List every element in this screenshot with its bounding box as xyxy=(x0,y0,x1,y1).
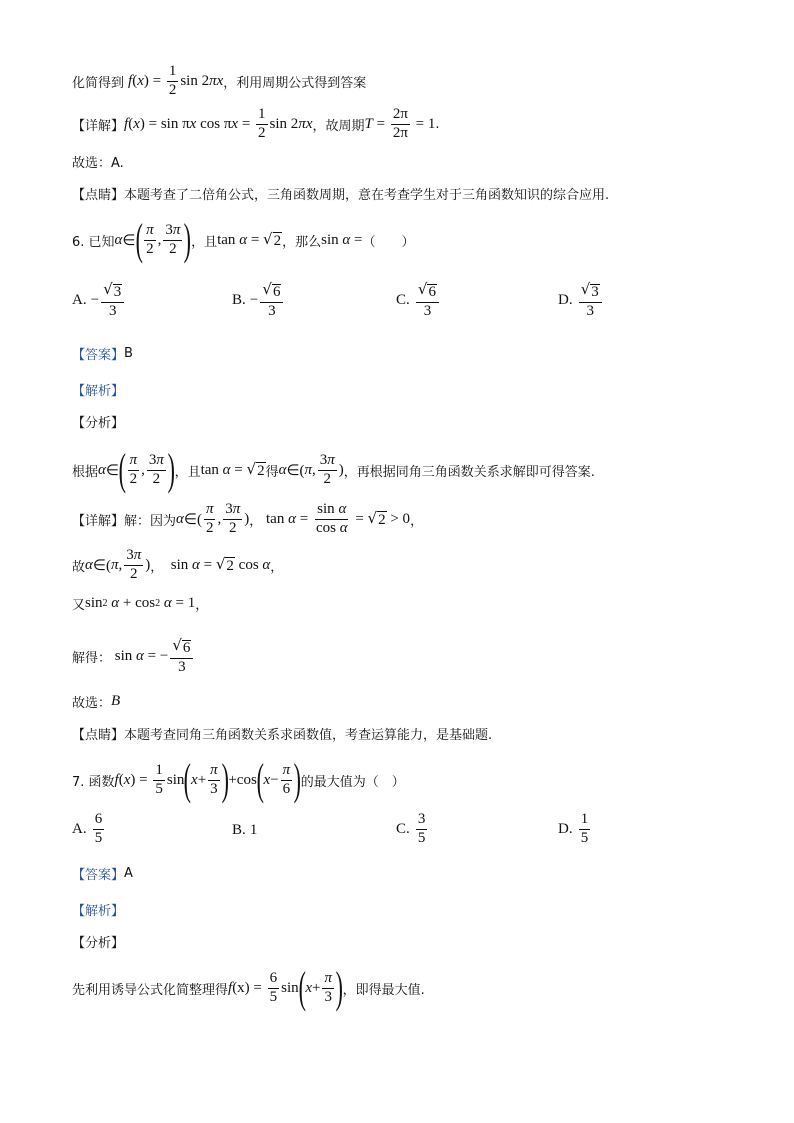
q7-option-d[interactable]: D. $\frac{1}{5}$ xyxy=(558,811,589,846)
line-4: 【点睛】 本题考查了二倍角公式，三角函数周期，意在考查学生对于三角函数知识的综合应用. xyxy=(72,188,610,203)
q6-option-b[interactable]: B. − √ 6 3 xyxy=(232,282,285,320)
q7-option-c[interactable]: C. $\frac{3}{5}$ xyxy=(396,811,426,846)
q6-option-c[interactable]: C. √ 6 3 xyxy=(396,282,441,320)
q6-jie: 解得： sin α = − √ 6 3 xyxy=(72,638,195,676)
q6-answer: 【答案】 B xyxy=(72,346,133,363)
q7-option-b[interactable]: B. 1 xyxy=(232,822,258,838)
q6-detail: 【详解】 解：因为 α ∈( $\frac{\pi}{2}$ , $\frac{3\pi}{2}$ ) ， tan α = $\frac{\text{sin α}}{\text{cos α}}$ = √ 2 > 0 ， xyxy=(72,501,424,536)
line-2: 【详解】 f ( x ) = sin π x cos π x = $\frac{1}{2}$ sin 2 πx ，故周期 T = $\frac{2\pi}{2\pi}$ = 1 . xyxy=(72,106,440,141)
q6-analysis: 【解析】 xyxy=(72,384,125,399)
q7-last: 先利用诱导公式化简整理得 f (x) = $\frac{6}{5}$ sin ( x + $\frac{\pi}{3}$ ) ，即得最大值. xyxy=(72,963,425,1012)
question-6: 6. 已知 α ∈ ( $\frac{\pi}{2}$ , $\frac{3\pi}{2}$ ) ，且 tan α = √ 2 ，那么 sin α = （ ） xyxy=(72,215,415,264)
question-7: 7. 函数 f ( x ) = $\frac{1}{5}$ sin ( x + $\frac{\pi}{3}$ ) +cos ( x − $\frac{\pi}{6}$ ) 的最大值为（ ） xyxy=(72,755,405,804)
q6-fenxi: 【分析】 xyxy=(72,416,125,431)
q6-gu: 故 α ∈( π , $\frac{3\pi}{2}$ ) ， sin α = √ 2 cos α ， xyxy=(72,547,284,582)
q7-answer: 【答案】 A xyxy=(72,866,133,883)
line-3: 故选：A. xyxy=(72,156,124,171)
q6-option-d[interactable]: D. √ 3 3 xyxy=(558,282,604,320)
q7-fenxi: 【分析】 xyxy=(72,936,125,951)
q6-choose: 故选： B xyxy=(72,693,121,711)
q6-option-a[interactable]: A. − √ 3 3 xyxy=(72,282,126,320)
line-1: 化简得到 f ( x ) = $\frac{1}{2}$ sin 2 πx ，利用周期公式得到答案 xyxy=(72,63,367,98)
q6-dianjing: 【点睛】 本题考查同角三角函数关系求函数值，考查运算能力，是基础题. xyxy=(72,728,493,743)
q7-analysis: 【解析】 xyxy=(72,904,125,919)
q6-you: 又 sin 2 α + cos 2 α = 1 ， xyxy=(72,595,209,613)
q6-fenxi-text: 根据 α ∈ ( $\frac{\pi}{2}$ , $\frac{3\pi}{2}$ ) ，且 tan α = √ 2 得 α ∈( π , $\frac{3\pi}{2}$ ) ，再根据同角三角函数关系求解即可得答案. xyxy=(72,445,595,494)
q7-option-a[interactable]: A. $\frac{6}{5}$ xyxy=(72,811,103,846)
